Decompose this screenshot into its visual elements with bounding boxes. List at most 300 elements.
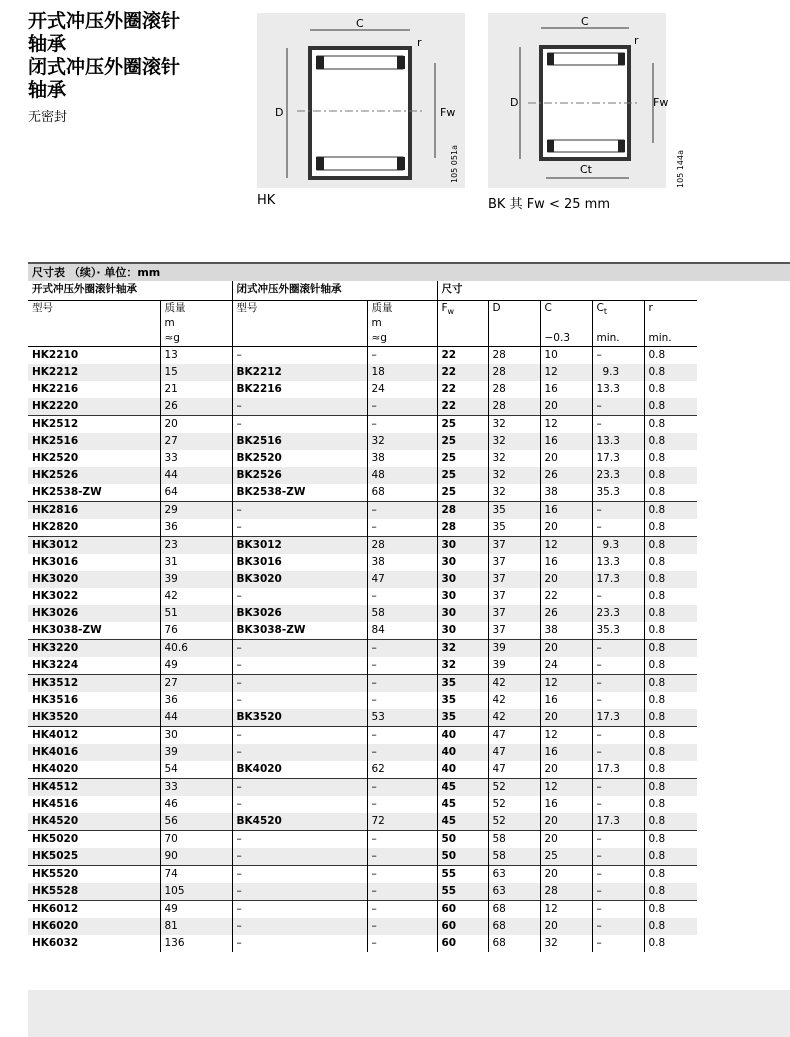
group-open: 开式冲压外圈滚针轴承 — [28, 281, 232, 301]
bk-mass-cell: 58 — [367, 605, 437, 622]
model-cell: HK3020 — [28, 571, 160, 588]
bk-model-cell: – — [232, 347, 367, 365]
r-cell: 0.8 — [644, 519, 697, 537]
r-cell: 0.8 — [644, 381, 697, 398]
bk-mass-cell: 68 — [367, 484, 437, 502]
fw-cell: 40 — [437, 744, 488, 761]
mass-cell: 30 — [160, 727, 232, 745]
r-cell: 0.8 — [644, 727, 697, 745]
ct-cell: – — [592, 848, 644, 866]
r-cell: 0.8 — [644, 692, 697, 709]
c-cell: 10 — [540, 347, 592, 365]
bk-mass-cell: – — [367, 796, 437, 813]
ct-cell: – — [592, 347, 644, 365]
c-cell: 12 — [540, 416, 592, 434]
r-cell: 0.8 — [644, 347, 697, 365]
bk-model-cell: – — [232, 588, 367, 605]
fw-cell: 45 — [437, 813, 488, 831]
group-closed: 闭式冲压外圈滚针轴承 — [232, 281, 437, 301]
group-dim: 尺寸 — [437, 281, 697, 301]
fw-cell: 30 — [437, 537, 488, 555]
c-cell: 26 — [540, 605, 592, 622]
mass-cell: 29 — [160, 502, 232, 520]
h-g-bk: ≈g — [367, 331, 437, 347]
mass-cell: 40.6 — [160, 640, 232, 658]
r-cell: 0.8 — [644, 883, 697, 901]
fw-cell: 22 — [437, 398, 488, 416]
d-cell: 52 — [488, 796, 540, 813]
ct-cell: – — [592, 675, 644, 693]
h-c-tol: −0.3 — [540, 331, 592, 347]
bk-mass-cell: – — [367, 640, 437, 658]
bk-model-cell: BK4520 — [232, 813, 367, 831]
bk-model-cell: – — [232, 935, 367, 952]
model-cell: HK3016 — [32, 556, 79, 568]
mass-cell: 76 — [160, 622, 232, 640]
bk-model-cell: – — [232, 519, 367, 537]
d-cell: 37 — [488, 571, 540, 588]
table-row — [28, 727, 697, 745]
ct-cell: – — [592, 519, 644, 537]
mass-cell: 26 — [160, 398, 232, 416]
mass-cell: 44 — [160, 709, 232, 727]
svg-text:r: r — [634, 34, 639, 47]
h-r-min: min. — [644, 331, 697, 347]
mass-cell: 31 — [160, 554, 232, 571]
bk-model-cell: – — [232, 901, 367, 919]
mass-cell: 74 — [160, 866, 232, 884]
h-ct-min: min. — [592, 331, 644, 347]
bk-model-cell: BK2212 — [232, 364, 367, 381]
ct-cell: – — [592, 727, 644, 745]
bk-mass-cell: 53 — [367, 709, 437, 727]
model-cell: HK4016 — [28, 744, 160, 761]
r-cell: 0.8 — [644, 398, 697, 416]
model-cell: HK2512 — [28, 416, 160, 434]
d-cell: 39 — [488, 640, 540, 658]
d-cell: 68 — [488, 935, 540, 952]
r-cell: 0.8 — [644, 901, 697, 919]
bk-mass-cell: – — [367, 848, 437, 866]
fw-cell: 60 — [437, 935, 488, 952]
bk-mass-cell: – — [367, 866, 437, 884]
bk-model-cell: BK2526 — [232, 467, 367, 484]
d-cell: 47 — [488, 727, 540, 745]
d-cell: 63 — [488, 866, 540, 884]
r-cell: 0.8 — [644, 433, 697, 450]
h-g: ≈g — [160, 331, 232, 347]
c-cell: 12 — [540, 779, 592, 797]
fw-cell: 30 — [437, 571, 488, 588]
model-cell: HK2516 — [28, 433, 160, 450]
model-cell: HK3012 — [28, 537, 160, 555]
h-c: C — [540, 301, 592, 317]
c-cell: 16 — [540, 744, 592, 761]
d-cell: 32 — [488, 467, 540, 484]
bk-mass-cell: – — [367, 901, 437, 919]
mass-cell: 70 — [160, 831, 232, 849]
model-cell: HK4512 — [28, 779, 160, 797]
c-cell: 32 — [540, 935, 592, 952]
bk-model-cell: – — [232, 675, 367, 693]
d-cell: 37 — [488, 605, 540, 622]
d-cell: 58 — [488, 848, 540, 866]
c-cell: 38 — [540, 622, 592, 640]
bk-mass-cell: 62 — [367, 761, 437, 779]
bk-mass-cell: – — [367, 744, 437, 761]
fw-cell: 55 — [437, 866, 488, 884]
ct-cell: 13.3 — [592, 433, 644, 450]
h-d: D — [488, 301, 540, 317]
bk-model-cell: – — [232, 796, 367, 813]
mass-cell: 56 — [160, 813, 232, 831]
fw-cell: 25 — [437, 484, 488, 502]
model-cell: HK3512 — [28, 675, 160, 693]
model-cell: HK3022 — [32, 590, 79, 602]
h-r: r — [644, 301, 697, 317]
d-cell: 58 — [488, 831, 540, 849]
table-row — [28, 605, 697, 622]
r-cell: 0.8 — [644, 866, 697, 884]
ct-cell: 17.3 — [592, 571, 644, 588]
table-row — [28, 657, 697, 675]
r-cell: 0.8 — [644, 779, 697, 797]
svg-text:C: C — [356, 17, 364, 30]
mass-cell: 105 — [160, 883, 232, 901]
r-cell: 0.8 — [644, 796, 697, 813]
table-row — [28, 433, 697, 450]
table-row — [28, 467, 697, 484]
ct-cell: – — [592, 866, 644, 884]
bk-mass-cell: – — [367, 398, 437, 416]
d-cell: 28 — [488, 398, 540, 416]
d-cell: 32 — [488, 450, 540, 467]
model-cell: HK4520 — [28, 813, 160, 831]
ct-cell: 13.3 — [592, 554, 644, 571]
ct-cell: – — [592, 588, 644, 605]
h-mass: 质量 — [160, 301, 232, 317]
mass-cell: 54 — [160, 761, 232, 779]
bk-mass-cell: 24 — [367, 381, 437, 398]
r-cell: 0.8 — [644, 416, 697, 434]
r-cell: 0.8 — [644, 502, 697, 520]
ct-cell: 13.3 — [592, 381, 644, 398]
mass-cell: 27 — [160, 675, 232, 693]
bk-mass-cell: 38 — [367, 554, 437, 571]
h-fw: $F_w$ — [437, 301, 488, 317]
bk-mass-cell: 72 — [367, 813, 437, 831]
hk-caption: HK — [257, 193, 276, 208]
mass-cell: 20 — [160, 416, 232, 434]
model-cell: HK2816 — [28, 502, 160, 520]
table-row — [28, 398, 697, 416]
bk-mass-cell: – — [367, 416, 437, 434]
c-cell: 16 — [540, 554, 592, 571]
model-cell: HK4012 — [28, 727, 160, 745]
bk-diagram — [488, 13, 669, 188]
bk-model-cell: – — [232, 416, 367, 434]
bk-model-cell: – — [232, 398, 367, 416]
svg-text:r: r — [417, 36, 422, 49]
bk-mass-cell: 47 — [367, 571, 437, 588]
fw-cell: 32 — [437, 640, 488, 658]
ct-cell: 9.3 — [592, 364, 644, 381]
title-closed: 闭式冲压外圈滚针 轴承 — [28, 56, 181, 101]
d-cell: 68 — [488, 918, 540, 935]
table-row — [28, 813, 697, 831]
bk-mass-cell: 48 — [367, 467, 437, 484]
c-cell: 20 — [540, 918, 592, 935]
table-row — [28, 744, 697, 761]
r-cell: 0.8 — [644, 588, 697, 605]
table-row — [28, 866, 697, 884]
c-cell: 20 — [540, 866, 592, 884]
h-m: m — [160, 316, 232, 331]
mass-cell: 39 — [160, 571, 232, 588]
d-cell: 32 — [488, 433, 540, 450]
mass-cell: 33 — [160, 450, 232, 467]
fw-cell: 50 — [437, 848, 488, 866]
model-cell: HK2210 — [32, 349, 79, 361]
c-cell: 20 — [540, 831, 592, 849]
model-cell: HK6032 — [32, 937, 79, 949]
fw-cell: 40 — [437, 727, 488, 745]
c-cell: 16 — [540, 796, 592, 813]
d-cell: 37 — [488, 554, 540, 571]
bk-mass-cell: – — [367, 831, 437, 849]
mass-cell: 15 — [160, 364, 232, 381]
model-cell: HK6020 — [28, 918, 160, 935]
fw-cell: 45 — [437, 779, 488, 797]
d-cell: 28 — [488, 364, 540, 381]
ct-cell: – — [592, 779, 644, 797]
fw-cell: 55 — [437, 883, 488, 901]
c-cell: 16 — [540, 502, 592, 520]
mass-cell: 21 — [160, 381, 232, 398]
fw-cell: 50 — [437, 831, 488, 849]
bk-mass-cell: – — [367, 692, 437, 709]
mass-cell: 49 — [160, 657, 232, 675]
d-cell: 52 — [488, 813, 540, 831]
model-cell: HK5020 — [28, 831, 160, 849]
c-cell: 12 — [540, 727, 592, 745]
mass-cell: 90 — [160, 848, 232, 866]
ct-cell: – — [592, 640, 644, 658]
bk-mass-cell: – — [367, 502, 437, 520]
bk-model-cell: BK3026 — [232, 605, 367, 622]
c-cell: 12 — [540, 537, 592, 555]
model-cell: HK5025 — [28, 848, 160, 866]
bk-model-cell: BK3012 — [232, 537, 367, 555]
table-row — [28, 675, 697, 693]
mass-cell: 33 — [160, 779, 232, 797]
bk-model-cell: – — [232, 744, 367, 761]
footer-band — [28, 990, 790, 1037]
ct-cell: – — [592, 692, 644, 709]
table-row — [28, 416, 697, 434]
r-cell: 0.8 — [644, 848, 697, 866]
d-cell: 42 — [488, 692, 540, 709]
bk-mass-cell: – — [367, 657, 437, 675]
c-cell: 16 — [540, 433, 592, 450]
fw-cell: 60 — [437, 901, 488, 919]
bk-model-cell: BK3016 — [232, 554, 367, 571]
bk-model-cell: BK4020 — [232, 761, 367, 779]
svg-text:105 051a: 105 051a — [450, 145, 459, 183]
title-open: 开式冲压外圈滚针 轴承 — [28, 10, 181, 55]
model-cell: HK2820 — [32, 521, 79, 533]
bk-model-cell: – — [232, 692, 367, 709]
ct-cell: – — [592, 744, 644, 761]
fw-cell: 28 — [437, 519, 488, 537]
bk-model-cell: – — [232, 640, 367, 658]
c-cell: 20 — [540, 640, 592, 658]
r-cell: 0.8 — [644, 831, 697, 849]
d-cell: 47 — [488, 761, 540, 779]
r-cell: 0.8 — [644, 640, 697, 658]
table-row — [28, 640, 697, 658]
c-cell: 28 — [540, 883, 592, 901]
ct-cell: 17.3 — [592, 450, 644, 467]
mass-cell: 13 — [160, 347, 232, 365]
r-cell: 0.8 — [644, 761, 697, 779]
bk-mass-cell: 32 — [367, 433, 437, 450]
subtitle: 无密封 — [28, 110, 68, 125]
r-cell: 0.8 — [644, 484, 697, 502]
bk-model-cell: – — [232, 918, 367, 935]
d-cell: 42 — [488, 709, 540, 727]
svg-text:Fw: Fw — [653, 96, 669, 109]
table-row — [28, 935, 697, 952]
ct-cell: 23.3 — [592, 605, 644, 622]
mass-cell: 136 — [160, 935, 232, 952]
dimension-table — [28, 281, 697, 952]
model-cell: HK2212 — [28, 364, 160, 381]
table-row — [28, 381, 697, 398]
bk-mass-cell: – — [367, 918, 437, 935]
c-cell: 20 — [540, 571, 592, 588]
fw-cell: 32 — [437, 657, 488, 675]
ct-cell: – — [592, 416, 644, 434]
fw-cell: 22 — [437, 347, 488, 365]
svg-text:Fw: Fw — [440, 106, 456, 119]
ct-cell: – — [592, 883, 644, 901]
bk-mass-cell: 84 — [367, 622, 437, 640]
model-cell: HK2526 — [28, 467, 160, 484]
h-ct: $C_t$ — [592, 301, 644, 317]
mass-cell: 36 — [160, 692, 232, 709]
table-row — [28, 484, 697, 502]
d-cell: 39 — [488, 657, 540, 675]
model-cell: HK2520 — [32, 452, 79, 464]
d-cell: 37 — [488, 622, 540, 640]
table-row — [28, 519, 697, 537]
hk-diagram — [257, 13, 465, 188]
model-cell: HK3220 — [28, 640, 160, 658]
bk-model-cell: – — [232, 866, 367, 884]
fw-cell: 40 — [437, 761, 488, 779]
d-cell: 37 — [488, 588, 540, 605]
table-row — [28, 450, 697, 467]
d-cell: 52 — [488, 779, 540, 797]
svg-text:D: D — [275, 106, 284, 119]
bk-mass-cell: – — [367, 519, 437, 537]
mass-cell: 42 — [160, 588, 232, 605]
c-cell: 16 — [540, 692, 592, 709]
c-cell: 20 — [540, 398, 592, 416]
model-cell: HK5520 — [28, 866, 160, 884]
bk-model-cell: – — [232, 657, 367, 675]
c-cell: 20 — [540, 813, 592, 831]
model-cell: HK2220 — [28, 398, 160, 416]
r-cell: 0.8 — [644, 554, 697, 571]
table-row — [28, 831, 697, 849]
model-cell: HK2538-ZW — [32, 486, 102, 498]
ct-cell: 17.3 — [592, 761, 644, 779]
bk-mass-cell: – — [367, 779, 437, 797]
table-row — [28, 347, 697, 365]
table-row — [28, 364, 697, 381]
mass-cell: 49 — [160, 901, 232, 919]
bk-model-cell: – — [232, 848, 367, 866]
ct-cell: 35.3 — [592, 484, 644, 502]
r-cell: 0.8 — [644, 675, 697, 693]
bk-model-cell: BK3038-ZW — [232, 622, 367, 640]
ct-cell: – — [592, 901, 644, 919]
bk-mass-cell: 18 — [367, 364, 437, 381]
c-cell: 12 — [540, 364, 592, 381]
fw-cell: 25 — [437, 467, 488, 484]
mass-cell: 39 — [160, 744, 232, 761]
model-cell: HK4516 — [32, 798, 79, 810]
bk-model-cell: BK2538-ZW — [232, 484, 367, 502]
c-cell: 16 — [540, 381, 592, 398]
d-cell: 68 — [488, 901, 540, 919]
fw-cell: 22 — [437, 364, 488, 381]
bk-model-cell: – — [232, 883, 367, 901]
ct-cell: 23.3 — [592, 467, 644, 484]
bk-model-cell: BK2216 — [232, 381, 367, 398]
model-cell: HK3038-ZW — [32, 624, 102, 636]
c-cell: 20 — [540, 519, 592, 537]
table-row — [28, 918, 697, 935]
c-cell: 24 — [540, 657, 592, 675]
table-row — [28, 883, 697, 901]
h-mass-bk: 质量 — [367, 301, 437, 317]
fw-cell: 25 — [437, 450, 488, 467]
ct-cell: – — [592, 796, 644, 813]
mass-cell: 36 — [160, 519, 232, 537]
d-cell: 42 — [488, 675, 540, 693]
table-row — [28, 901, 697, 919]
bk-model-cell: BK2520 — [232, 450, 367, 467]
model-cell: HK4020 — [32, 763, 79, 775]
bk-mass-cell: 38 — [367, 450, 437, 467]
table-row — [28, 554, 697, 571]
fw-cell: 25 — [437, 416, 488, 434]
fw-cell: 45 — [437, 796, 488, 813]
bk-model-cell: – — [232, 727, 367, 745]
table-row — [28, 571, 697, 588]
r-cell: 0.8 — [644, 744, 697, 761]
h-model-bk: 型号 — [232, 301, 367, 317]
fw-cell: 30 — [437, 622, 488, 640]
d-cell: 32 — [488, 416, 540, 434]
fw-cell: 60 — [437, 918, 488, 935]
fw-cell: 30 — [437, 554, 488, 571]
h-m-bk: m — [367, 316, 437, 331]
table-row — [28, 761, 697, 779]
